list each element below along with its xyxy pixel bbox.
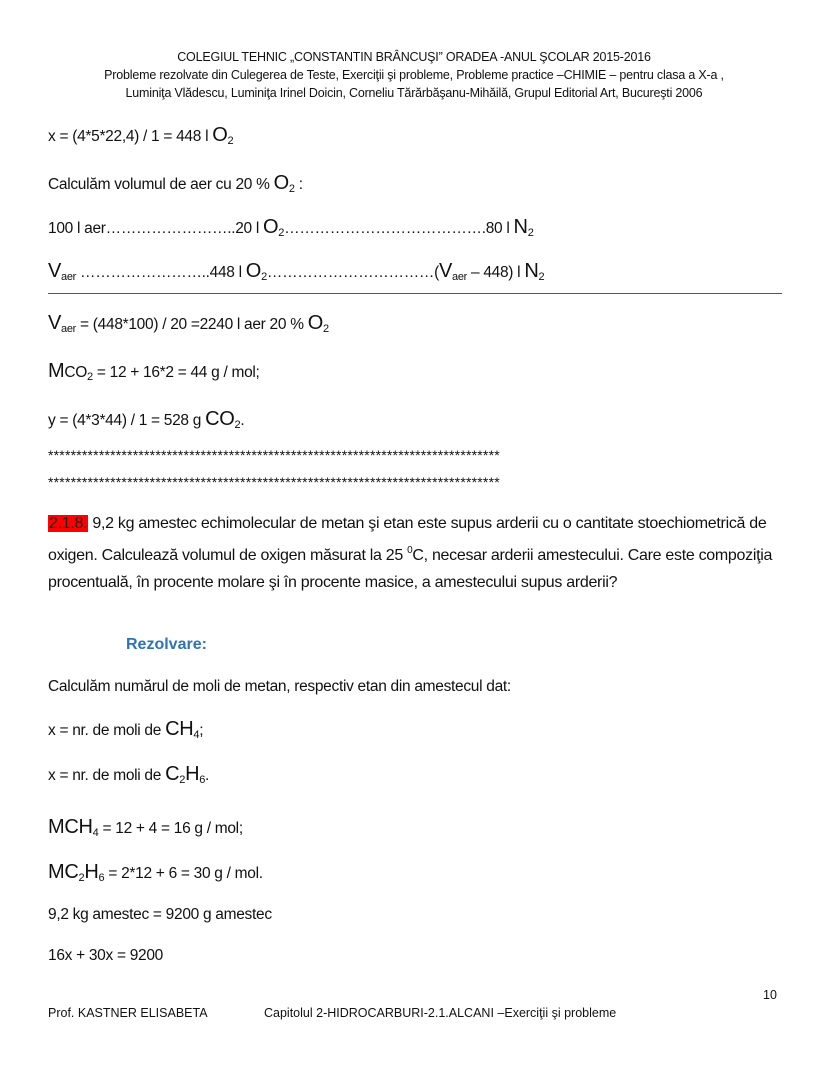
footer-author: Prof. KASTNER ELISABETA [48, 1006, 208, 1020]
separator-stars: ******************************************************************************** [48, 474, 500, 490]
footer-chapter: Capitolul 2-HIDROCARBURI-2.1.ALCANI –Exerciţii şi probleme [264, 1006, 617, 1020]
text-line: x = nr. de moli de $CH_4$; [48, 718, 204, 741]
text-line: x = nr. de moli de $C_2H_6$. [48, 763, 210, 786]
text-line: 9,2 kg amestec = 9200 g amestec [48, 906, 272, 923]
text-line: Calculăm numărul de moli de metan, respectiv etan din amestecul dat: [48, 678, 511, 695]
text-line: Calculăm volumul de aer cu 20 % $O_2$ : [48, 172, 303, 195]
header-line: Probleme rezolvate din Culegerea de Teste, Exerciţii şi probleme, Probleme practice –CHIMIE – pentru clasa a X-a , [104, 68, 724, 82]
proportion-line: 100 l aer……………………..20 l $O_2\dots\dots\dots\dots\dots\dots\dots\dots\dots\dots\dots\dots\dots.80$ l $N_2$ [48, 216, 534, 239]
proportion-line: $V_{aer}$ ……………………..448 l $O_2\dots\dots\dots\dots\dots\dots\dots\dots\dots\dots\dots(V_{aer} - 448)$ l $N_2$ [48, 260, 545, 283]
header-line: Luminiţa Vlădescu, Luminiţa Irinel Doicin, Corneliu Tărărbăşanu-Mihăilă, Grupul Editorial Art, Bucureşti 2006 [125, 86, 703, 100]
equation-line: 16x + 30x = 9200 [48, 947, 163, 964]
equation-line: x = (4*5*22,4) / 1 = 448 l $O_2$ [48, 124, 234, 147]
equation-line: $MCH_4 = 12 + 4 = 16$ g / mol; [48, 816, 243, 839]
equation-line: $MC_2H_6 = 2*12 + 6 = 30$ g / mol. [48, 861, 263, 884]
problem-statement: 2.1.8. 9,2 kg amestec echimolecular de metan şi etan este supus arderii cu o cantitate stoechiometrică de oxigen. Calculează volumul de oxigen măsurat la 25 $^0$C, necesar arderii amestecului. Care este compoziţia procentuală, în procente molare şi în procente masice, a amestecului supus arderii? [48, 515, 773, 591]
problem-number: 2.1.8. [49, 515, 88, 532]
equation-line: $MCO_2 = 12 + 16*2 = 44$ g / mol; [48, 360, 260, 383]
page-number: 10 [763, 988, 777, 1002]
header-line: COLEGIUL TEHNIC „CONSTANTIN BRÂNCUŞI” ORADEA -ANUL ŞCOLAR 2015-2016 [177, 50, 651, 64]
separator-stars: ******************************************************************************** [48, 447, 500, 463]
equation-line: $V_{aer} = (448*100) / 20 =2240$ l aer 20 % $O_2$ [48, 312, 329, 335]
divider [48, 293, 782, 294]
solution-heading: Rezolvare: [126, 636, 207, 653]
equation-line: y = (4*3*44) / 1 = 528 g $CO_2$. [48, 408, 245, 431]
